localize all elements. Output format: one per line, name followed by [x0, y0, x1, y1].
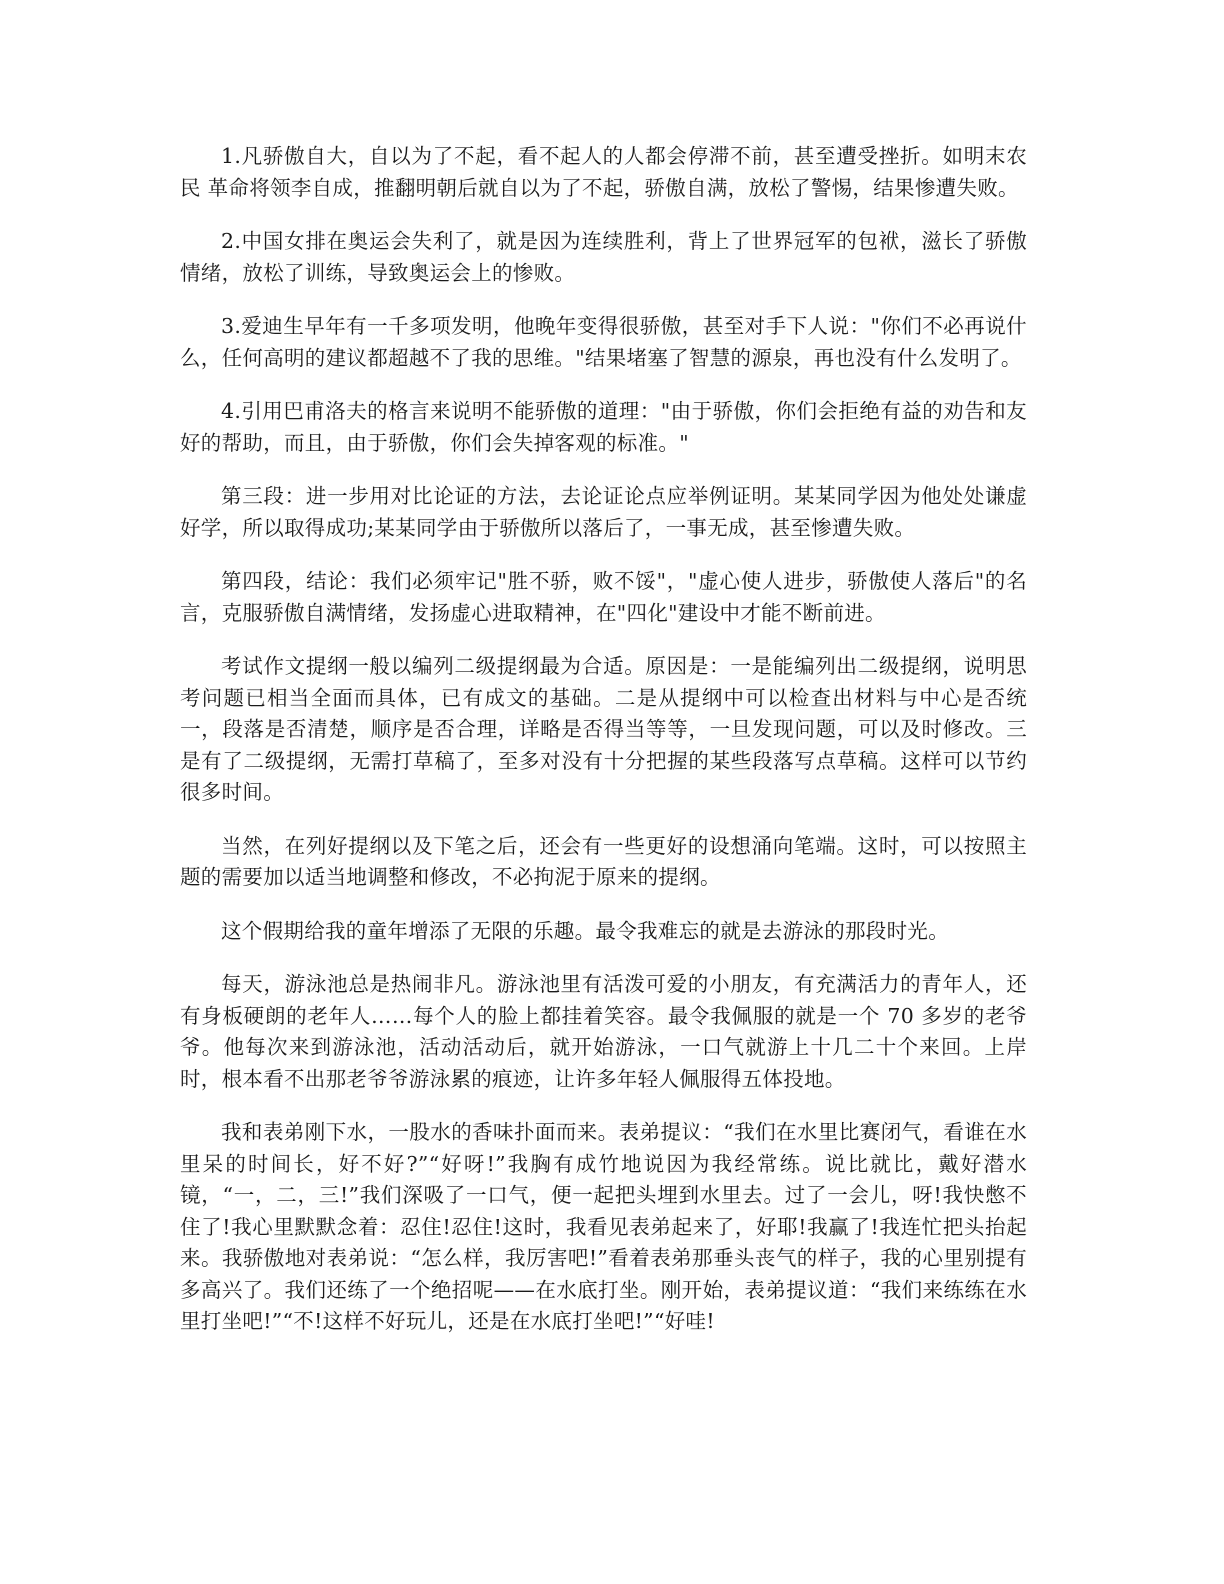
- paragraph-holiday-intro: 这个假期给我的童年增添了无限的乐趣。最令我难忘的就是去游泳的那段时光。: [221, 918, 949, 943]
- paragraph-section-four: 第四段，结论：我们必须牢记"胜不骄，败不馁"，"虚心使人进步，骄傲使人落后"的名言，克服骄傲自满情绪，发扬虚心进取精神，在"四化"建设中才能不断前进。: [180, 569, 1027, 625]
- paragraph-example-1: 1.凡骄傲自大，自以为了不起，看不起人的人都会停滞不前，甚至遭受挫折。如明末农民 革命将领李自成，推翻明朝后就自以为了不起，骄傲自满，放松了警惕，结果惨遭失败。: [180, 144, 1027, 200]
- paragraph-example-2: 2.中国女排在奥运会失利了，就是因为连续胜利，背上了世界冠军的包袱，滋长了骄傲情绪，放松了训练，导致奥运会上的惨败。: [180, 229, 1027, 285]
- document-page: [180, 141, 1027, 1360]
- paragraph-outline-advice: 考试作文提纲一般以编列二级提纲最为合适。原因是：一是能编列出二级提纲，说明思 考问题已相当全面而具体，已有成文的基础。二是从提纲中可以检查出材料与中心是否统 一，段落是否清楚，顺序是否合理，详略是否得当等等，一旦发现问题，可以及时修改。三 是有了二级提纲，无需打草稿了，至多对没有十分把握的某些段落写点草稿。这样可以节约 很多时间。: [180, 654, 1027, 804]
- paragraph-example-3: 3.爱迪生早年有一千多项发明，他晚年变得很骄傲，甚至对手下人说："你们不必再说什么，任何高明的建议都超越不了我的思维。"结果堵塞了智慧的源泉，再也没有什么发明了。: [180, 314, 1027, 370]
- paragraph-outline-revision: 当然，在列好提纲以及下笔之后，还会有一些更好的设想涌向笔端。这时，可以按照主题的需要加以适当地调整和修改，不必拘泥于原来的提纲。: [180, 833, 1027, 889]
- paragraph-example-4: 4.引用巴甫洛夫的格言来说明不能骄傲的道理："由于骄傲，你们会拒绝有益的劝告和友好的帮助，而且，由于骄傲，你们会失掉客观的标准。": [180, 399, 1027, 455]
- paragraph-swimming-pool: 每天，游泳池总是热闹非凡。游泳池里有活泼可爱的小朋友，有充满活力的青年人，还有身板硬朗的老年人……每个人的脸上都挂着笑容。最令我佩服的就是一个 70 多岁的老爷爷。他每次来到游泳池，活动活动后，就开始游泳，一口气就游上十几二十个来回。上岸时，根本看不出那老爷爷游泳累的痕迹，让许多年轻人佩服得五体投地。: [180, 972, 1027, 1091]
- paragraph-section-three: 第三段：进一步用对比论证的方法，去论证论点应举例证明。某某同学因为他处处谦虚好学，所以取得成功;某某同学由于骄傲所以落后了，一事无成，甚至惨遭失败。: [180, 484, 1027, 540]
- paragraph-breath-contest: 我和表弟刚下水，一股水的香味扑面而来。表弟提议：“我们在水里比赛闭气，看谁在水里呆的时间长，好不好?”“好呀!”我胸有成竹地说因为我经常练。说比就比，戴好潜水镜，“一，二，三!”我们深吸了一口气，便一起把头埋到水里去。过了一会儿，呀!我快憋不住了!我心里默默念着：忍住!忍住!这时，我看见表弟起来了，好耶!我赢了!我连忙把头抬起来。我骄傲地对表弟说：“怎么样，我厉害吧!”看着表弟那垂头丧气的样子，我的心里别提有多高兴了。我们还练了一个绝招呢——在水底打坐。刚开始，表弟提议道：“我们来练练在水里打坐吧!”“不!这样不好玩儿，还是在水底打坐吧!”“好哇!: [180, 1120, 1027, 1333]
